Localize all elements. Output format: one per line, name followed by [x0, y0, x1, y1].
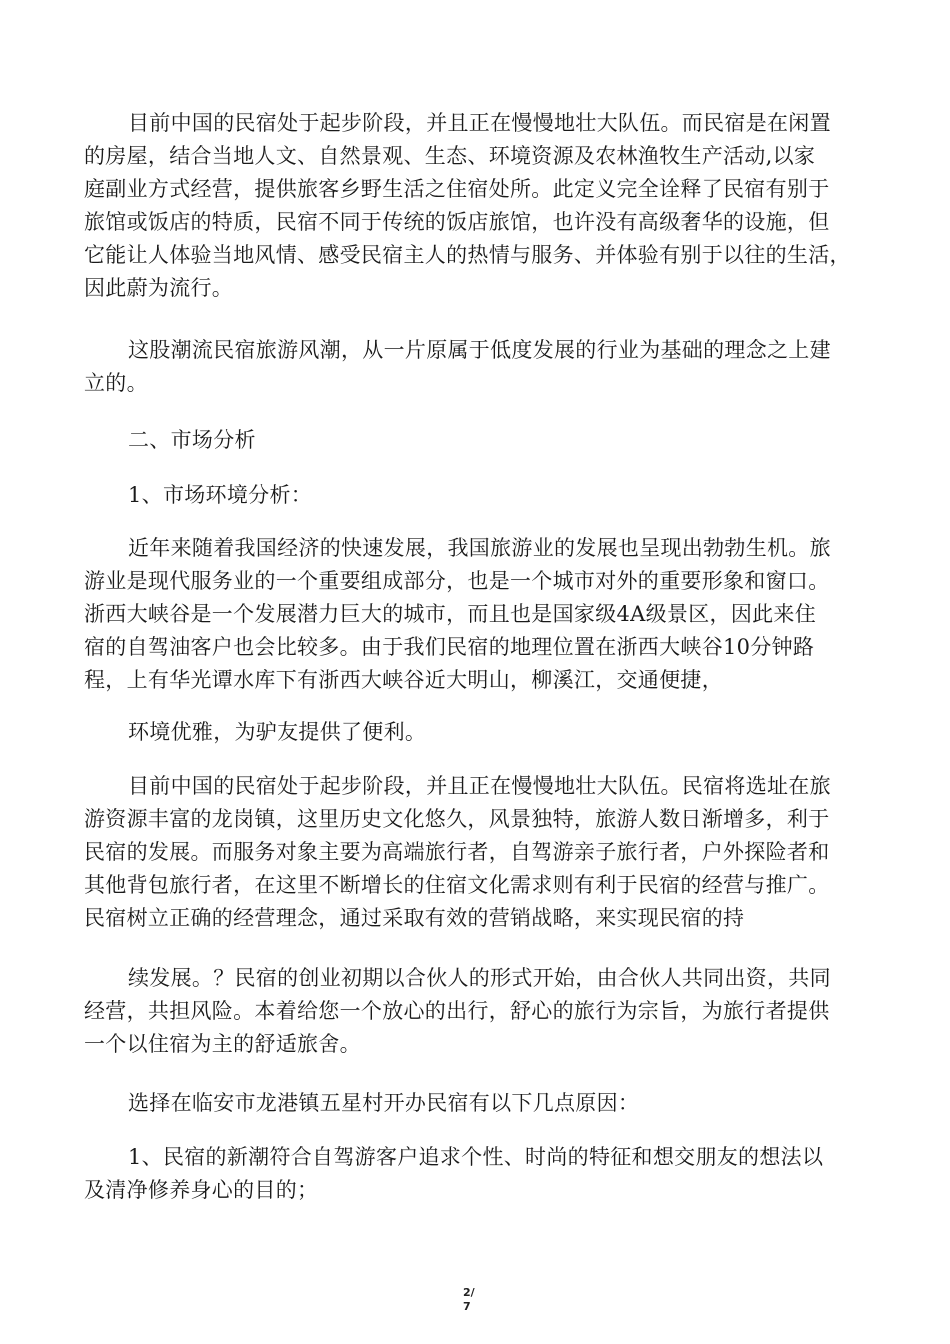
text-line: 宿的自驾油客户也会比较多。由于我们民宿的地理位置在浙西大峡谷10分钟路 — [84, 635, 815, 659]
text-line: 浙西大峡谷是一个发展潜力巨大的城市，而且也是国家级4A级景区，因此来住 — [84, 602, 817, 626]
paragraph-minsu-definition — [84, 107, 874, 305]
page-number-current: 2/ — [463, 1286, 475, 1299]
page-number — [463, 1286, 493, 1314]
text-line: 它能让人体验当地风情、感受民宿主人的热情与服务、并体验有别于以往的生活， — [84, 243, 851, 267]
text-line: 程，上有华光谭水库下有浙西大峡谷近大明山，柳溪江，交通便捷， — [84, 668, 723, 692]
text-line: 及清净修养身心的目的； — [84, 1178, 319, 1202]
section-heading-market-analysis — [84, 424, 874, 457]
paragraph-site-selection — [84, 770, 874, 935]
page-number-total: 7 — [463, 1300, 471, 1313]
text-line: 选择在临安市龙港镇五星村开办民宿有以下几点原因： — [128, 1091, 640, 1115]
text-line: 续发展。？民宿的创业初期以合伙人的形式开始，由合伙人共同出资，共同 — [128, 966, 831, 990]
text-line: 其他背包旅行者，在这里不断增长的住宿文化需求则有利于民宿的经营与推广。 — [84, 873, 830, 897]
paragraph-trend — [84, 334, 874, 400]
text-line: 游资源丰富的龙岗镇，这里历史文化悠久，风景独特，旅游人数日渐增多，利于 — [84, 807, 830, 831]
subsection-heading-market-environment — [84, 479, 874, 512]
text-line: 民宿树立正确的经营理念，通过采取有效的营销战略，来实现民宿的持 — [84, 906, 745, 930]
text-line: 这股潮流民宿旅游风潮，从一片原属于低度发展的行业为基础的理念之上建 — [128, 338, 831, 362]
text-line: 经营，共担风险。本着给您一个放心的出行，舒心的旅行为宗旨，为旅行者提供 — [84, 999, 830, 1023]
text-line: 立的。 — [84, 371, 148, 395]
paragraph-reasons-intro — [84, 1087, 874, 1120]
text-line: 环境优雅，为驴友提供了便利。 — [128, 720, 427, 744]
text-line: 游业是现代服务业的一个重要组成部分，也是一个城市对外的重要形象和窗口。 — [84, 569, 830, 593]
text-line: 近年来随着我国经济的快速发展，我国旅游业的发展也呈现出勃勃生机。旅 — [128, 536, 831, 560]
text-line: 民宿的发展。而服务对象主要为高端旅行者，自驾游亲子旅行者，户外探险者和 — [84, 840, 830, 864]
text-line: 目前中国的民宿处于起步阶段，并且正在慢慢地壮大队伍。民宿将选址在旅 — [128, 774, 831, 798]
paragraph-partnership — [84, 962, 874, 1061]
text-line: 一个以住宿为主的舒适旅舍。 — [84, 1032, 361, 1056]
paragraph-reason-1 — [84, 1141, 874, 1207]
text-line: 因此蔚为流行。 — [84, 276, 234, 300]
heading-text: 二、市场分析 — [128, 428, 256, 452]
text-line: 1、民宿的新潮符合自驾游客户追求个性、时尚的特征和想交朋友的想法以 — [128, 1145, 824, 1169]
text-line: 旅馆或饭店的特质，民宿不同于传统的饭店旅馆，也许没有高级奢华的设施，但 — [84, 210, 830, 234]
paragraph-environment — [84, 716, 874, 749]
text-line: 目前中国的民宿处于起步阶段，并且正在慢慢地壮大队伍。而民宿是在闲置 — [128, 111, 831, 135]
text-line: 的房屋，结合当地人文、自然景观、生态、环境资源及农林渔牧生产活动,以家 — [84, 144, 816, 168]
text-line: 庭副业方式经营，提供旅客乡野生活之住宿处所。此定义完全诠释了民宿有别于 — [84, 177, 830, 201]
heading-text: 1、市场环境分析： — [128, 483, 313, 507]
paragraph-market-environment — [84, 532, 874, 697]
